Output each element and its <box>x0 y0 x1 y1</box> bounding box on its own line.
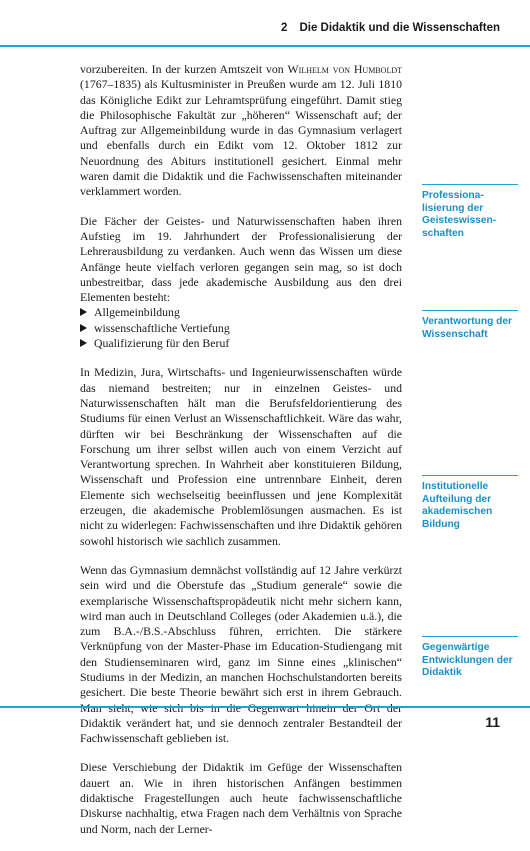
triangle-bullet-icon <box>80 308 87 316</box>
margin-note-verantwortung: Verantwortung der Wissenschaft <box>422 310 518 341</box>
list-item: Qualifizierung für den Beruf <box>80 336 402 351</box>
list-item: Allgemeinbildung <box>80 305 402 320</box>
triangle-bullet-icon <box>80 339 87 347</box>
page-number: 11 <box>485 714 500 730</box>
chapter-title: Die Didaktik und die Wissenschaften <box>299 22 500 34</box>
triangle-bullet-icon <box>80 324 87 332</box>
element-list <box>80 305 402 351</box>
person-name: Wilhelm von Humboldt <box>287 62 402 76</box>
chapter-number: 2 <box>281 22 288 34</box>
paragraph-faecher: Die Fächer der Geistes- und Naturwissenschaften haben ihren Aufstieg im 19. Jahrhundert der Professionalisierung der Lehrerausbildung zu verdanken. Auch wenn das Wissen um diese Anfänge heute vielfach verloren gegangen sein mag, so ist doch unbestreitbar, dass jede akademische Ausbildung aus den drei Elementen besteht: <box>80 213 402 305</box>
paragraph-medizin: In Medizin, Jura, Wirtschafts- und Ingenieurwissenschaften würde das niemand bestreiten; nur in einzelnen Geistes- und Naturwissenschaften hält man die Berufsfeldorientierung des Studiums für einen Verlust an Wissenschaftlichkeit. Wäre das wahr, dürften wir bei Beschränkung der Wissenschaften auf die Forschung um ihrer selbst willen auch von einem Verzicht auf Verantwortung sprechen. In Wahrheit aber konstituieren Bildung, Wissenschaft und Profession eine untrennbare Einheit, deren Elemente sich wechselseitig beeinflussen und jene Komplexität erzeugen, die akademische Problemlösungen ausmachen. Es ist nicht zu widerlegen: Fachwissenschaften und ihre Didaktik gehören sowohl historisch wie sachlich zusammen. <box>80 365 402 548</box>
paragraph-gymnasium: Wenn das Gymnasium demnächst vollständig auf 12 Jahre verkürzt sein wird und die Oberstufe das „Studium generale“ sowie die exemplarische Wissenschaftspropädeutik nicht mehr sichern kann, wird man auch in Deutschland Colleges (oder Akademien u.ä.), die zum B.A.-/B.S.-Abschluss führen, errichten. Die stärkere Verknüpfung von der Master-Phase im Education-Studiengang mit den Studienseminaren wird, ganz im Sinne eines „klinischen“ Studiums in der Medizin, an manchen Hochschulstandorten bereits gesichert. Die beste Theorie bewährt sich erst in ihrem Gebrauch. Didaktik verändert hat, und sie dennoch zentraler Bestandteil der Fachwissenschaft geblieben ist. <box>80 562 402 746</box>
margin-note-professionalisierung: Professionalisierung der Geisteswissenschaften <box>422 184 518 240</box>
list-item: wissenschaftliche Vertiefung <box>80 321 402 336</box>
paragraph-verschiebung: Diese Verschiebung der Didaktik im Gefüge der Wissenschaften dauert an. Wie in ihren historischen Anfängen bestimmen didaktische Fragestellungen auch heute fachwissenschaftliche Diskurse nachhaltig, etwa Fragen nach dem Verhältnis von Sprache und Norm, nach der Lerner- <box>80 760 402 836</box>
footer-rule <box>0 706 530 708</box>
margin-note-institutionelle: Institutionelle Aufteilung der akademischen Bildung <box>422 475 518 531</box>
margin-note-gegenwaertige: Gegenwärtige Entwicklungen der Didaktik <box>422 636 518 680</box>
body-text <box>80 62 402 851</box>
header-rule <box>0 45 530 47</box>
paragraph-humboldt: vorzubereiten. In der kurzen Amtszeit von Wilhelm von Humboldt (1767–1835) als Kultusminister in Preußen wurde am 12. Juli 1810 das Königliche Edikt zur Lehramtsprüfung eingeführt. Damit stieg die Philosophische Fakultät zur „höheren“ Wissenschaft auf; der Auftrag zur Allgemeinbildung wurde in das Gymnasium verlagert und ebenfalls durch ein Edikt vom 12. Oktober 1812 zur Neuordnung des Abiturs institutionell gesichert. Einmal mehr waren damit die Didaktik und die Fachwissenschaften miteinander verklammert worden. <box>80 62 402 199</box>
running-header <box>281 22 500 34</box>
